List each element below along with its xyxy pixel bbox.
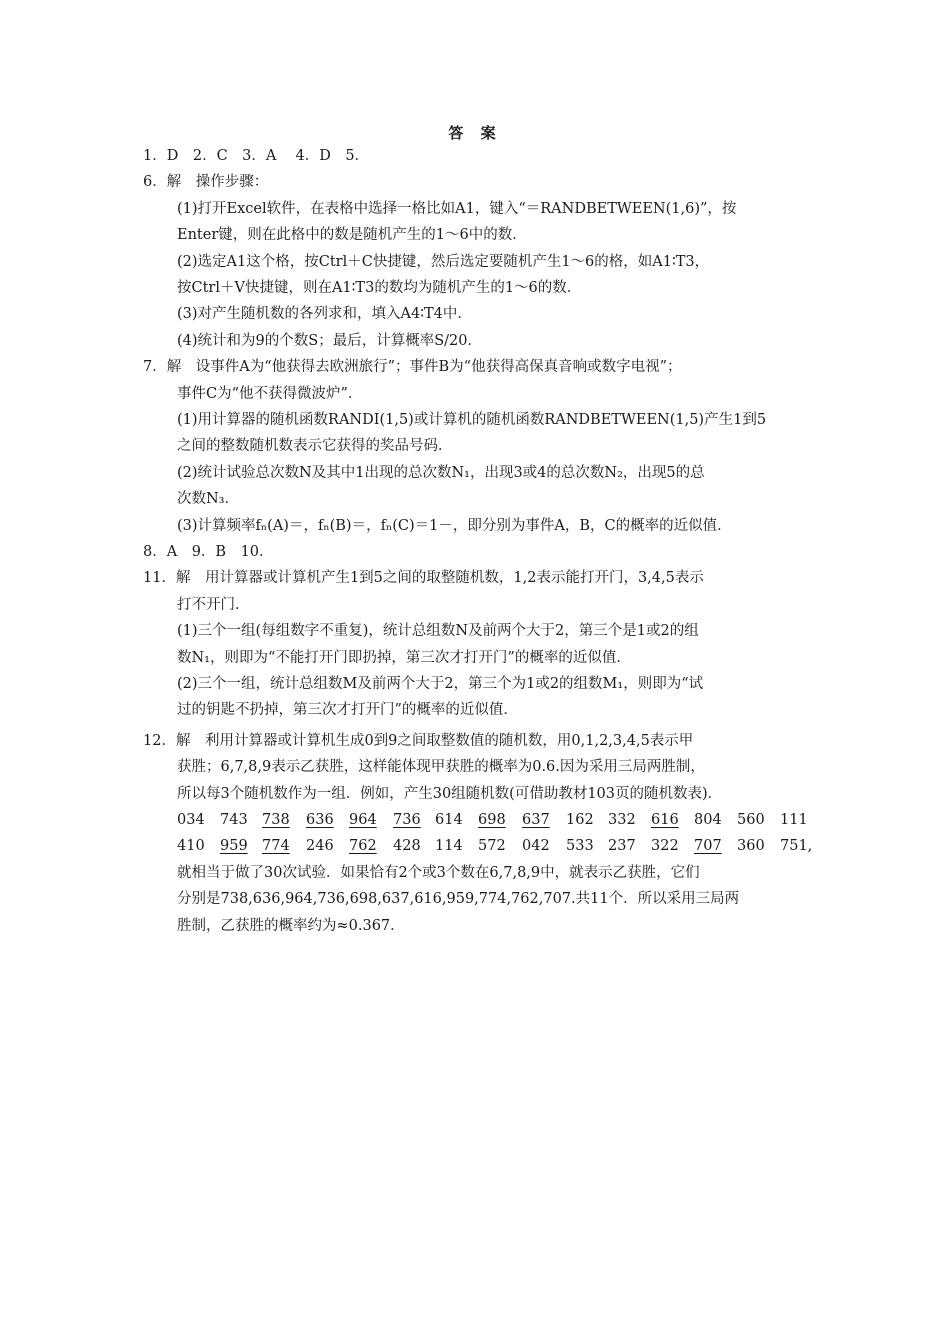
text-line: 按Ctrl＋V快捷键，则在A1∶T3的数均为随机产生的1～6的数． <box>177 280 582 296</box>
random-number: 572 <box>478 838 506 855</box>
random-number: 616 <box>651 812 679 828</box>
random-number: 774 <box>262 838 290 855</box>
text-line: (1)打开Excel软件，在表格中选择一格比如A1，键入“＝RANDBETWEEN(1,6)”，按 <box>177 200 737 217</box>
text-line: (1)用计算器的随机函数RANDI(1,5)或计算机的随机函数RANDBETWEEN(1,5)产生1到5 <box>177 412 767 428</box>
random-number: 707 <box>694 838 722 855</box>
random-number: 246 <box>306 838 334 855</box>
random-number: 042 <box>522 838 550 855</box>
random-number: 751, <box>780 838 813 855</box>
text-line: (2)三个一组，统计总组数M及前两个大于2，第三个为1或2的组数M₁，则即为“试 <box>177 676 704 692</box>
text-line: 12．解 利用计算器或计算机生成0到9之间取整数值的随机数，用0,1,2,3,4,5表示甲 <box>143 732 694 749</box>
text-line: 7．解 设事件A为“他获得去欧洲旅行”；事件B为“他获得高保真音响或数字电视”； <box>143 359 682 376</box>
text-line: (4)统计和为9的个数S；最后，计算概率S/20． <box>177 332 482 349</box>
text-line: 所以每3个随机数作为一组．例如，产生30组随机数(可借助教材103页的随机数表)． <box>177 785 723 802</box>
random-number: 762 <box>349 838 377 855</box>
random-number: 162 <box>566 812 594 828</box>
text-line: 获胜；6,7,8,9表示乙获胜，这样能体现甲获胜的概率为0.6.因为采用三局两胜制， <box>177 759 705 776</box>
text-line: 1．D 2．C 3．A 4．D 5． <box>143 148 370 164</box>
random-number: 428 <box>393 838 421 855</box>
text-line: 就相当于做了30次试验．如果恰有2个或3个数在6,7,8,9中，就表示乙获胜，它们 <box>177 864 700 881</box>
text-line: (3)计算频率fₙ(A)＝，fₙ(B)＝，fₙ(C)＝1－，即分别为事件A，B，C的概率的近似值． <box>177 517 732 534</box>
text-line: 之间的整数随机数表示它获得的奖品号码． <box>177 438 453 455</box>
text-line: 胜制，乙获胜的概率约为≈0.367． <box>177 917 405 934</box>
random-number: 560 <box>737 812 765 828</box>
text-line: (1)三个一组(每组数字不重复)，统计总组数N及前两个大于2，第三个是1或2的组 <box>177 623 699 640</box>
random-number: 743 <box>220 812 248 828</box>
random-number: 636 <box>306 812 334 828</box>
text-line: (3)对产生随机数的各列求和，填入A4∶T4中． <box>177 306 472 323</box>
text-line: 数N₁，则即为“不能打开门即扔掉，第三次才打开门”的概率的近似值． <box>177 649 631 666</box>
text-line: 过的钥匙不扔掉，第三次才打开门”的概率的近似值． <box>177 702 518 719</box>
text-line: 6．解 操作步骤： <box>143 174 269 191</box>
text-line: 事件C为“他不获得微波炉”． <box>177 385 363 402</box>
text-line: 打不开门． <box>177 596 250 613</box>
text-line: 8．A 9．B 10． <box>143 544 274 560</box>
text-line: (2)选定A1这个格，按Ctrl＋C快捷键，然后选定要随机产生1～6的格，如A1∶T3， <box>177 253 710 270</box>
random-number: 964 <box>349 812 377 828</box>
random-number: 533 <box>566 838 594 855</box>
random-number: 637 <box>522 812 550 828</box>
random-number: 111 <box>780 812 808 828</box>
page-title: 答 案 <box>448 124 502 142</box>
random-number: 322 <box>651 838 679 855</box>
random-number: 360 <box>737 838 765 855</box>
random-number: 034 <box>177 812 205 828</box>
random-number: 736 <box>393 812 421 828</box>
random-number: 237 <box>608 838 636 855</box>
random-number: 614 <box>435 812 463 828</box>
random-number: 804 <box>694 812 722 828</box>
text-line: Enter键，则在此格中的数是随机产生的1～6中的数． <box>177 227 527 244</box>
random-number: 114 <box>435 838 463 855</box>
random-number: 698 <box>478 812 506 828</box>
random-number: 410 <box>177 838 205 855</box>
random-number: 959 <box>220 838 248 855</box>
text-line: 11．解 用计算器或计算机产生1到5之间的取整随机数，1,2表示能打开门，3,4,5表示 <box>143 570 704 587</box>
text-line: 次数N₃． <box>177 491 239 508</box>
random-number: 738 <box>262 812 290 828</box>
random-number: 332 <box>608 812 636 828</box>
text-line: (2)统计试验总次数N及其中1出现的总次数N₁，出现3或4的总次数N₂，出现5的总 <box>177 464 705 481</box>
text-line: 分别是738,636,964,736,698,637,616,959,774,762,707.共11个．所以采用三局两 <box>177 891 740 908</box>
